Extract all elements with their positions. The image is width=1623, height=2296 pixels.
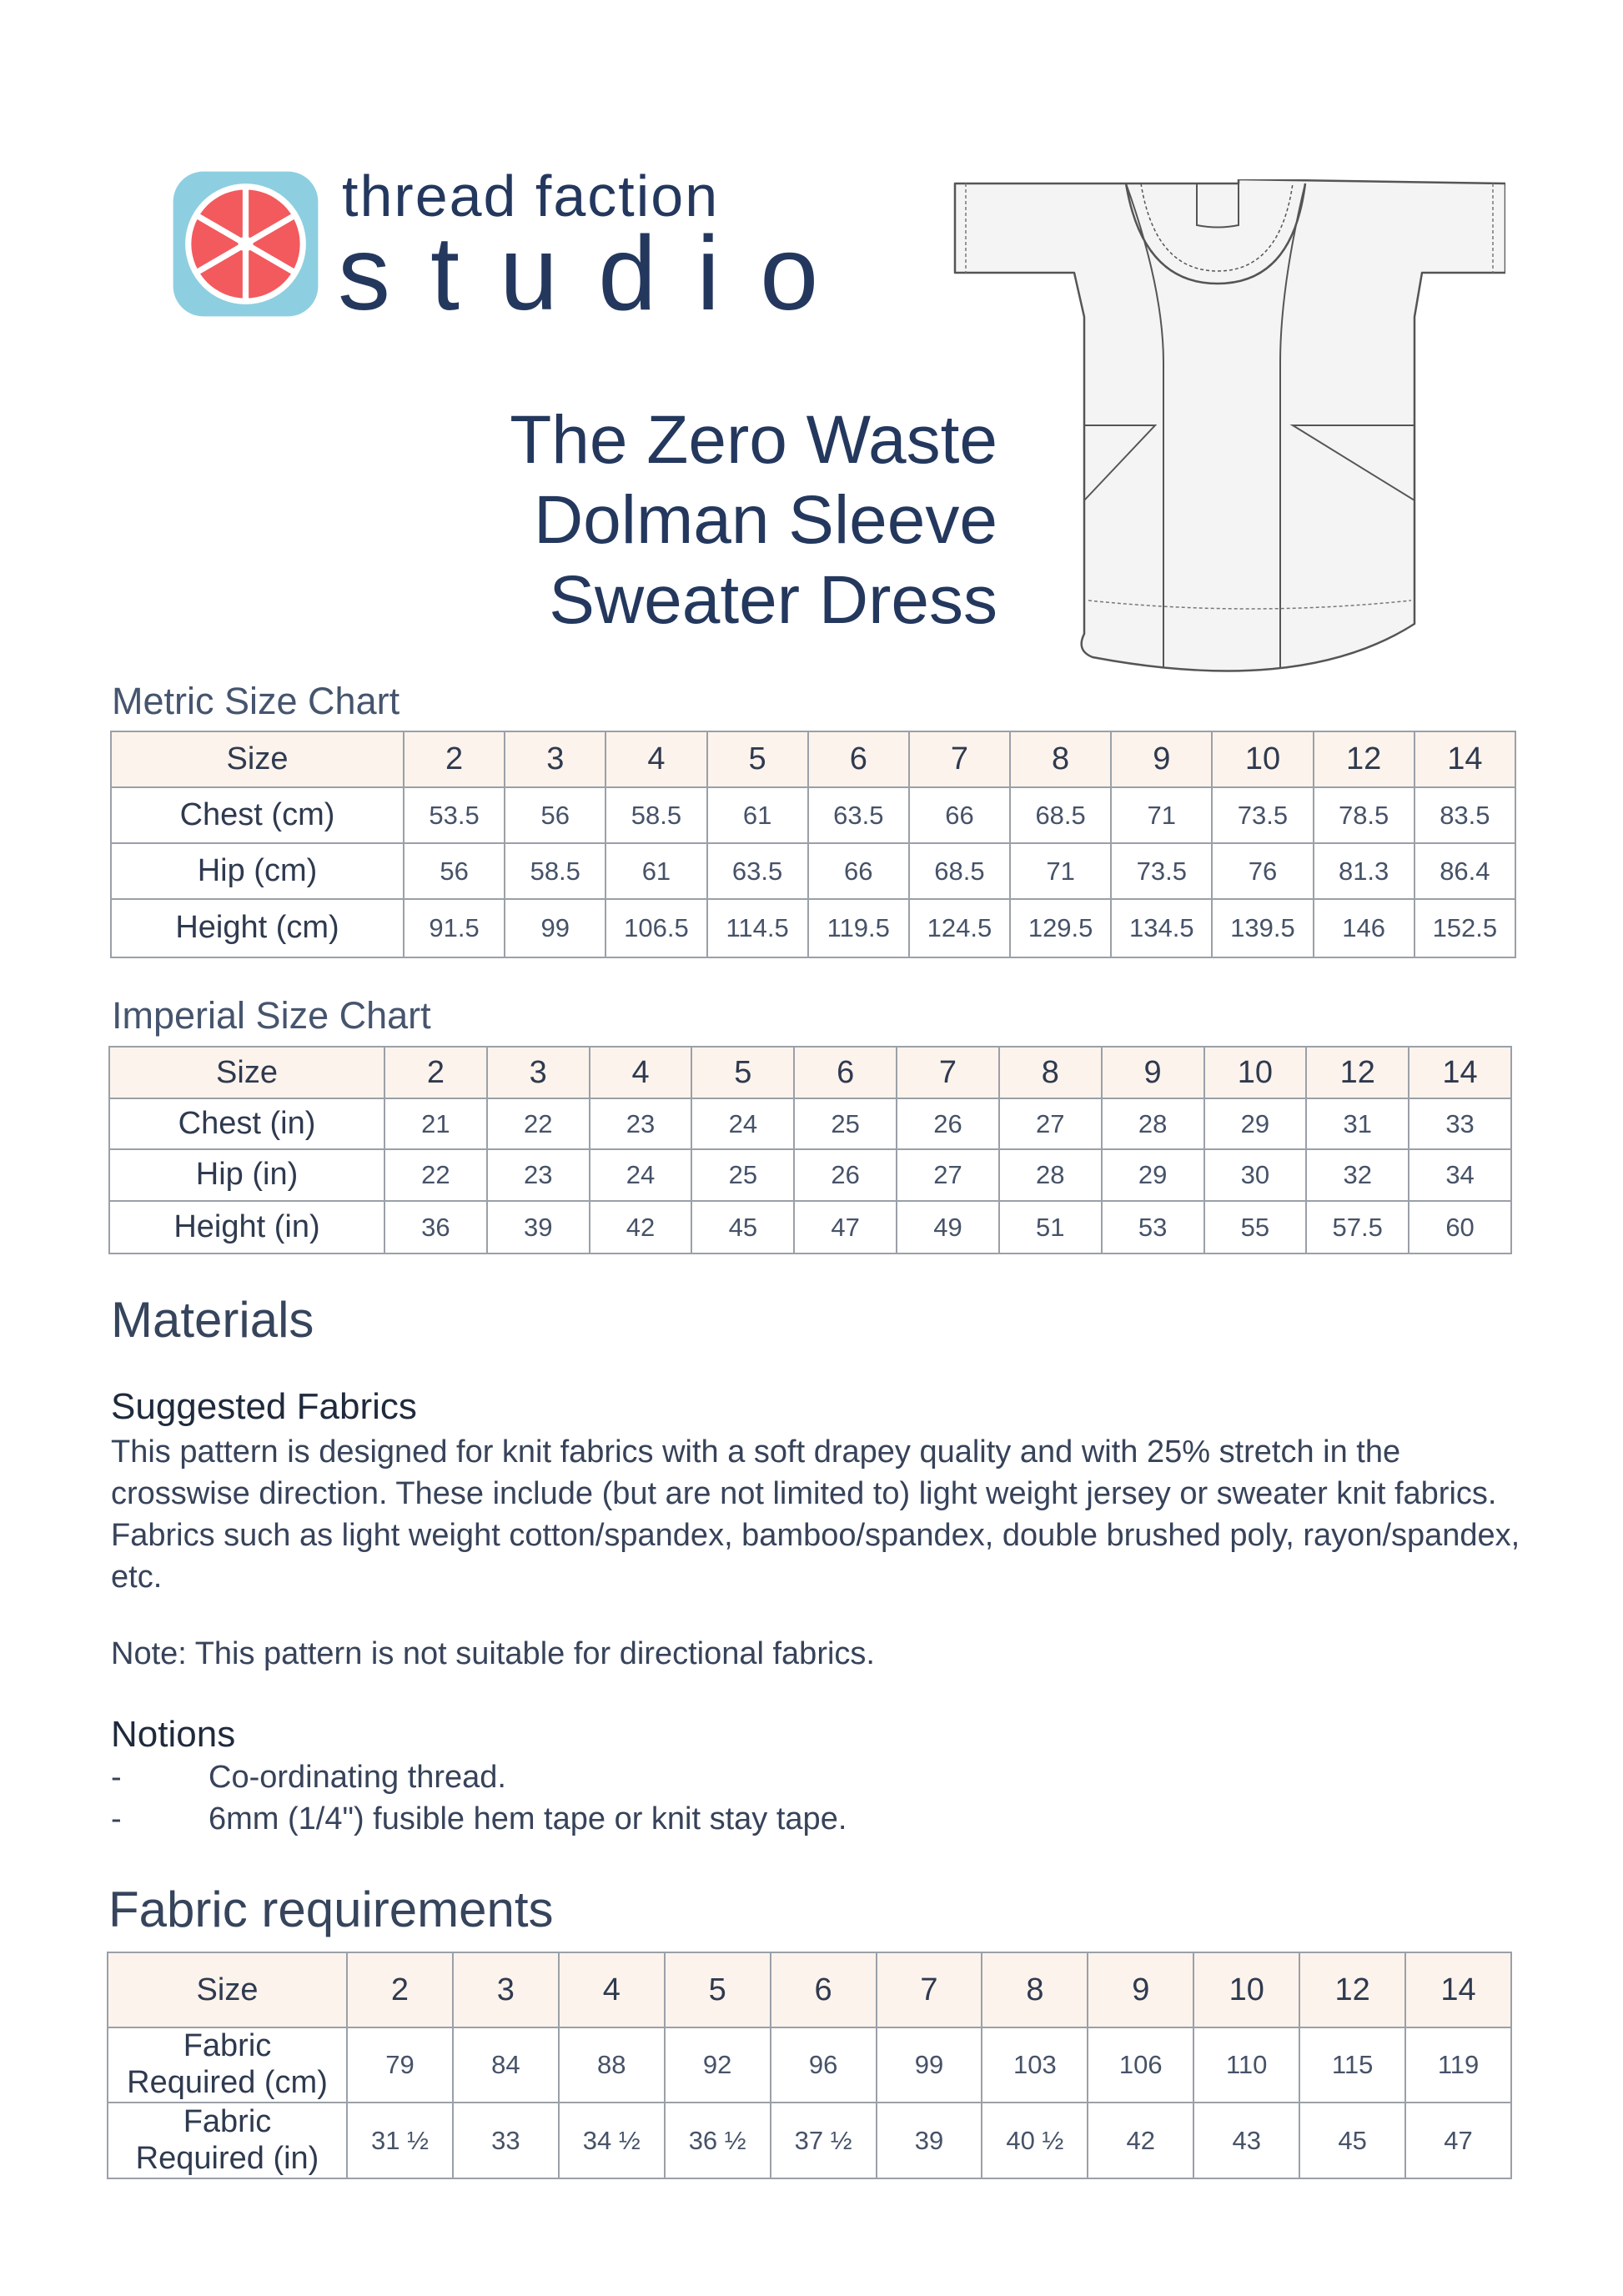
table-cell: 23 [590, 1098, 692, 1149]
notion-text: Co-ordinating thread. [209, 1760, 506, 1795]
brand-name-line1: thread faction [342, 163, 720, 229]
table-cell: 29 [1102, 1149, 1204, 1201]
size-cell: 9 [1111, 731, 1212, 787]
suggested-fabrics-text: This pattern is designed for knit fabrics with a soft drapey quality and with 25% stretch in the crosswise direction. These include (but are not limited to) light weight jersey or sweater knit fabrics. Fabrics such as light weight cotton/spandex, bamboo/spandex, double brushed poly, rayon/spandex, etc. [111, 1434, 1520, 1595]
table-cell: 40 ½ [982, 2103, 1088, 2178]
table-cell: 86.4 [1414, 843, 1515, 899]
table-cell: 22 [487, 1098, 590, 1149]
size-cell: 2 [384, 1047, 487, 1098]
size-cell: 5 [707, 731, 808, 787]
size-cell: 2 [347, 1952, 453, 2027]
size-cell: 12 [1306, 1047, 1409, 1098]
size-header-label: Size [108, 1952, 347, 2027]
directional-fabric-note: Note: This pattern is not suitable for directional fabrics. [111, 1636, 875, 1671]
table-cell: 37 ½ [771, 2103, 877, 2178]
table-cell: 31 ½ [347, 2103, 453, 2178]
size-cell: 5 [665, 1952, 771, 2027]
row-label-line: Fabric [183, 2103, 272, 2139]
table-row [108, 2103, 1511, 2178]
size-cell: 14 [1405, 1952, 1511, 2027]
imperial-chart-heading: Imperial Size Chart [112, 994, 431, 1037]
row-label: Height (cm) [111, 899, 404, 957]
table-cell: 51 [999, 1201, 1102, 1254]
table-cell: 60 [1409, 1201, 1511, 1254]
table-cell: 39 [877, 2103, 982, 2178]
table-row [108, 2027, 1511, 2103]
table-cell: 79 [347, 2027, 453, 2103]
fabric-requirements-table [107, 1952, 1512, 2179]
table-cell: 152.5 [1414, 899, 1515, 957]
table-cell: 25 [691, 1149, 794, 1201]
row-label [108, 2027, 347, 2103]
table-cell: 28 [999, 1149, 1102, 1201]
table-cell: 88 [559, 2027, 665, 2103]
table-cell: 30 [1204, 1149, 1307, 1201]
table-cell: 34 [1409, 1149, 1511, 1201]
table-cell: 36 [384, 1201, 487, 1254]
table-cell: 91.5 [404, 899, 505, 957]
row-label [108, 2103, 347, 2178]
size-header-row [108, 1952, 1511, 2027]
size-cell: 8 [982, 1952, 1088, 2027]
table-cell: 45 [1299, 2103, 1405, 2178]
table-cell: 22 [384, 1149, 487, 1201]
table-cell: 28 [1102, 1098, 1204, 1149]
table-cell: 33 [453, 2103, 559, 2178]
metric-chart-heading: Metric Size Chart [112, 680, 400, 722]
size-cell: 12 [1299, 1952, 1405, 2027]
size-cell: 6 [771, 1952, 877, 2027]
table-cell: 71 [1111, 787, 1212, 843]
size-cell: 4 [559, 1952, 665, 2027]
table-cell: 53.5 [404, 787, 505, 843]
size-header-row [111, 731, 1515, 787]
size-cell: 14 [1409, 1047, 1511, 1098]
table-cell: 34 ½ [559, 2103, 665, 2178]
size-cell: 7 [897, 1047, 999, 1098]
table-row [109, 1098, 1511, 1149]
dress-illustration [951, 179, 1505, 680]
table-cell: 27 [897, 1149, 999, 1201]
table-cell: 124.5 [909, 899, 1010, 957]
table-cell: 99 [877, 2027, 982, 2103]
size-header-label: Size [109, 1047, 384, 1098]
table-cell: 56 [404, 843, 505, 899]
title-line: Sweater Dress [549, 562, 997, 638]
table-cell: 99 [505, 899, 605, 957]
row-label: Chest (cm) [111, 787, 404, 843]
table-cell: 66 [909, 787, 1010, 843]
title-line: The Zero Waste [510, 402, 997, 478]
table-cell: 39 [487, 1201, 590, 1254]
list-bullet: - [111, 1801, 122, 1836]
materials-heading: Materials [111, 1292, 314, 1348]
notions-heading: Notions [111, 1714, 236, 1755]
table-cell: 139.5 [1212, 899, 1313, 957]
table-row [111, 899, 1515, 957]
table-cell: 47 [794, 1201, 897, 1254]
table-cell: 106.5 [605, 899, 706, 957]
table-cell: 58.5 [505, 843, 605, 899]
table-cell: 21 [384, 1098, 487, 1149]
table-row [111, 843, 1515, 899]
size-cell: 6 [794, 1047, 897, 1098]
table-cell: 106 [1088, 2027, 1193, 2103]
row-label: Hip (in) [109, 1149, 384, 1201]
size-header-label: Size [111, 731, 404, 787]
table-row [109, 1201, 1511, 1254]
table-cell: 53 [1102, 1201, 1204, 1254]
size-cell: 8 [1010, 731, 1111, 787]
list-item [111, 1760, 506, 1796]
table-cell: 115 [1299, 2027, 1405, 2103]
table-cell: 31 [1306, 1098, 1409, 1149]
table-cell: 119 [1405, 2027, 1511, 2103]
table-cell: 36 ½ [665, 2103, 771, 2178]
table-cell: 24 [590, 1149, 692, 1201]
title-line: Dolman Sleeve [533, 482, 997, 558]
notion-text: 6mm (1/4") fusible hem tape or knit stay tape. [209, 1801, 847, 1836]
size-cell: 7 [909, 731, 1010, 787]
table-cell: 119.5 [808, 899, 909, 957]
size-cell: 8 [999, 1047, 1102, 1098]
table-cell: 73.5 [1212, 787, 1313, 843]
table-cell: 96 [771, 2027, 877, 2103]
table-cell: 56 [505, 787, 605, 843]
table-cell: 26 [794, 1149, 897, 1201]
table-cell: 63.5 [808, 787, 909, 843]
size-cell: 4 [605, 731, 706, 787]
table-cell: 63.5 [707, 843, 808, 899]
table-cell: 43 [1193, 2103, 1299, 2178]
size-cell: 3 [453, 1952, 559, 2027]
table-cell: 61 [605, 843, 706, 899]
table-cell: 134.5 [1111, 899, 1212, 957]
size-cell: 12 [1314, 731, 1414, 787]
size-cell: 10 [1204, 1047, 1307, 1098]
table-cell: 76 [1212, 843, 1313, 899]
table-cell: 68.5 [1010, 787, 1111, 843]
row-label: Chest (in) [109, 1098, 384, 1149]
table-cell: 49 [897, 1201, 999, 1254]
table-cell: 27 [999, 1098, 1102, 1149]
table-cell: 73.5 [1111, 843, 1212, 899]
size-cell: 10 [1193, 1952, 1299, 2027]
table-cell: 103 [982, 2027, 1088, 2103]
table-cell: 55 [1204, 1201, 1307, 1254]
size-cell: 7 [877, 1952, 982, 2027]
table-cell: 47 [1405, 2103, 1511, 2178]
size-cell: 2 [404, 731, 505, 787]
size-cell: 3 [505, 731, 605, 787]
table-cell: 26 [897, 1098, 999, 1149]
size-cell: 9 [1102, 1047, 1204, 1098]
size-cell: 14 [1414, 731, 1515, 787]
table-cell: 33 [1409, 1098, 1511, 1149]
table-cell: 25 [794, 1098, 897, 1149]
table-cell: 32 [1306, 1149, 1409, 1201]
pattern-title [510, 400, 997, 641]
table-cell: 129.5 [1010, 899, 1111, 957]
list-bullet: - [111, 1760, 122, 1795]
row-label-line: Required (cm) [127, 2065, 328, 2100]
size-cell: 4 [590, 1047, 692, 1098]
size-cell: 3 [487, 1047, 590, 1098]
table-cell: 78.5 [1314, 787, 1414, 843]
imperial-size-table [108, 1046, 1512, 1254]
table-cell: 24 [691, 1098, 794, 1149]
row-label: Hip (cm) [111, 843, 404, 899]
table-cell: 42 [590, 1201, 692, 1254]
row-label: Height (in) [109, 1201, 384, 1254]
table-row [111, 787, 1515, 843]
size-cell: 5 [691, 1047, 794, 1098]
size-header-row [109, 1047, 1511, 1098]
table-cell: 114.5 [707, 899, 808, 957]
row-label-line: Fabric [183, 2028, 272, 2064]
brand-name-line2: studio [338, 214, 859, 332]
size-cell: 9 [1088, 1952, 1193, 2027]
table-cell: 84 [453, 2027, 559, 2103]
table-cell: 110 [1193, 2027, 1299, 2103]
table-cell: 146 [1314, 899, 1414, 957]
table-cell: 61 [707, 787, 808, 843]
table-cell: 81.3 [1314, 843, 1414, 899]
table-cell: 92 [665, 2027, 771, 2103]
table-cell: 29 [1204, 1098, 1307, 1149]
metric-size-table [110, 731, 1516, 958]
table-cell: 57.5 [1306, 1201, 1409, 1254]
table-row [109, 1149, 1511, 1201]
table-cell: 58.5 [605, 787, 706, 843]
suggested-fabrics-heading: Suggested Fabrics [111, 1386, 417, 1427]
grapefruit-logo-icon [169, 168, 322, 319]
size-cell: 10 [1212, 731, 1313, 787]
fabric-requirements-heading: Fabric requirements [108, 1882, 554, 1937]
table-cell: 71 [1010, 843, 1111, 899]
table-cell: 23 [487, 1149, 590, 1201]
table-cell: 45 [691, 1201, 794, 1254]
table-cell: 68.5 [909, 843, 1010, 899]
table-cell: 66 [808, 843, 909, 899]
table-cell: 42 [1088, 2103, 1193, 2178]
size-cell: 6 [808, 731, 909, 787]
row-label-line: Required (in) [135, 2140, 319, 2176]
list-item [111, 1801, 847, 1837]
table-cell: 83.5 [1414, 787, 1515, 843]
